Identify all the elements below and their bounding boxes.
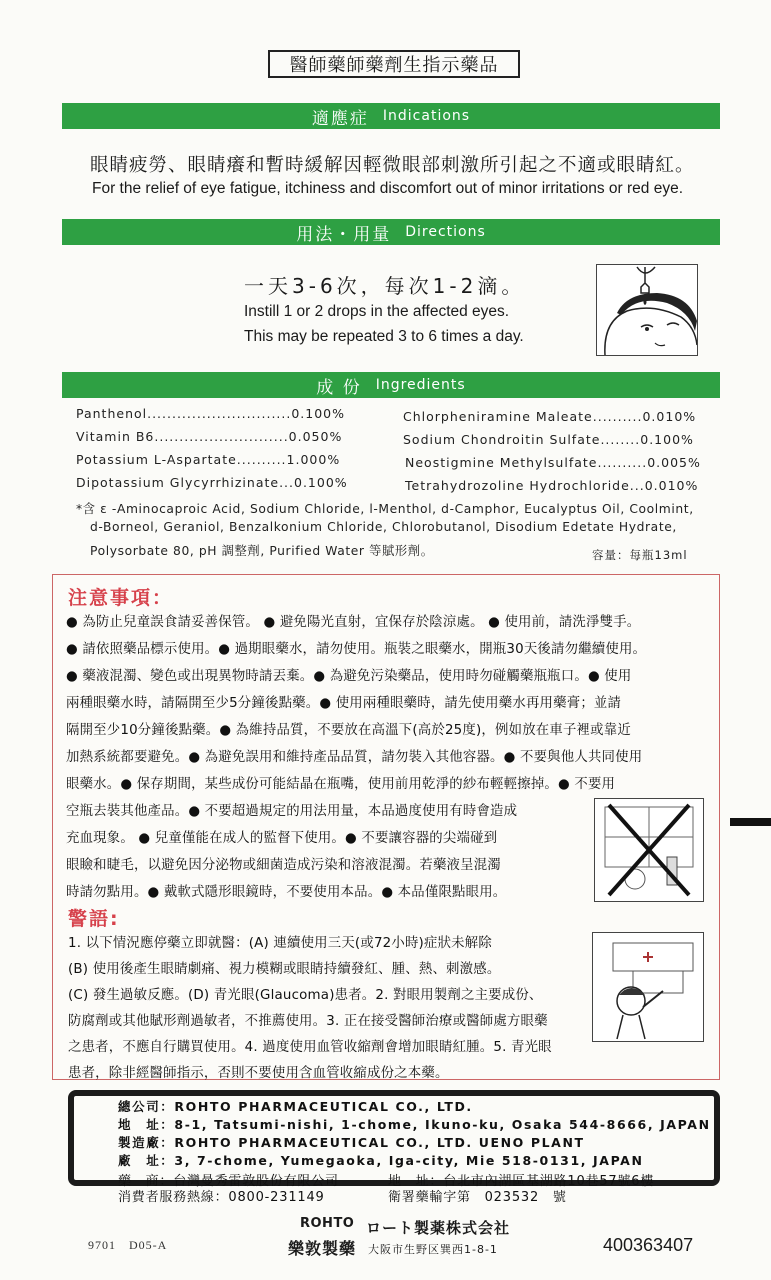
distributor-address: 地 址：台北市內湖區基湖路10巷57號6樓 [388, 1174, 655, 1189]
precaution-line-5: 隔開至少10分鐘後點藥。● 為維持品質，不要放在高溫下(高於25度)，例如放在車子裡或靠近 [66, 723, 631, 738]
print-code: 9701 D05-A [88, 1238, 168, 1252]
directions-band [62, 219, 720, 245]
ingredient-left-2: Vitamin B6...........................0.050% [76, 429, 343, 444]
capacity-label: 容量：每瓶13ml [592, 548, 688, 562]
brand-address-jp: 大阪市生野区巽西1-8-1 [368, 1243, 498, 1256]
brand-name-zh: 樂敦製藥 [288, 1239, 357, 1258]
warning-line-6: 患者，除非經醫師指示，否則不要使用含血管收縮成份之本藥。 [68, 1066, 449, 1081]
precaution-line-6: 加熱系統都要避免。● 為避免誤用和維持產品品質，請勿裝入其他容器。● 不要與他人共同使用 [66, 750, 643, 765]
license-number: 衛署藥輸字第 023532 號 [388, 1190, 567, 1205]
ingredient-left-4: Dipotassium Glycyrrhizinate...0.100% [76, 475, 348, 490]
ingredient-right-4: Tetrahydrozoline Hydrochloride...0.010% [405, 478, 699, 493]
ingredients-title-zh: 成 份 [316, 377, 362, 398]
indications-text-zh: 眼睛疲勞、眼睛癢和暫時緩解因輕微眼部刺激所引起之不適或眼睛紅。 [90, 155, 695, 176]
distributor-name: 藥 商：台灣曼秀雷敦股份有限公司 [118, 1174, 339, 1189]
precautions-title: 注意事項： [68, 587, 174, 609]
ingredients-band [62, 372, 720, 398]
indications-title-en: Indications [382, 108, 471, 124]
precaution-line-11: 時請勿點用。● 戴軟式隱形眼鏡時，不要使用本品。● 本品僅限點眼用。 [66, 885, 507, 900]
directions-text-zh: 一天3-6次，每次1-2滴。 [244, 274, 526, 298]
service-hotline: 消費者服務熱線：0800-231149 [118, 1190, 325, 1205]
indications-band [62, 103, 720, 129]
precaution-line-2: ● 請依照藥品標示使用。● 過期眼藥水，請勿使用。瓶裝之眼藥水，開瓶30天後請勿繼續使用。 [66, 642, 647, 657]
indications-text-en: For the relief of eye fatigue, itchiness and discomfort out of minor irritations or red eye. [92, 180, 683, 197]
warning-line-3: (C) 發生過敏反應。(D) 青光眼(Glaucoma)患者。2. 對眼用製劑之主要成份、 [68, 988, 543, 1003]
prescription-class-title: 醫師藥師藥劑生指示藥品 [268, 50, 520, 78]
ingredient-right-1: Chlorpheniramine Maleate..........0.010% [403, 409, 697, 424]
directions-text-en-1: Instill 1 or 2 drops in the affected eyes. [244, 303, 510, 320]
other-ingredients-2: d-Borneol, Geraniol, Benzalkonium Chloride, Chlorobutanol, Disodium Edetate Hydrate, [90, 520, 677, 534]
ingredient-right-2: Sodium Chondroitin Sulfate........0.100% [403, 432, 694, 447]
ingredient-left-1: Panthenol.............................0.100% [76, 406, 346, 421]
product-code: 400363407 [603, 1235, 694, 1255]
company-plant: 製造廠：ROHTO PHARMACEUTICAL CO., LTD. UENO PLANT [118, 1135, 585, 1150]
company-plant-address: 廠 址：3, 7-chome, Yumegaoka, Iga-city, Mie 518-0131, JAPAN [118, 1153, 644, 1168]
precaution-line-9: 充血現象。 ● 兒童僅能在成人的監督下使用。● 不要讓容器的尖端碰到 [66, 831, 498, 846]
other-ingredients-1: *含 ε -Aminocaproic Acid, Sodium Chloride, l-Menthol, d-Camphor, Eucalyptus Oil, Coolmint, [76, 502, 694, 516]
warnings-title: 警語: [68, 908, 120, 930]
no-shared-bottle-illustration [594, 798, 704, 902]
precaution-line-4: 兩種眼藥水時，請隔開至少5分鐘後點藥。● 使用兩種眼藥時，請先使用藥水再用藥膏；並請 [66, 696, 622, 711]
precaution-line-7: 眼藥水。● 保存期間，某些成份可能結晶在瓶嘴，使用前用乾淨的紗布輕輕擦掉。● 不要用 [66, 777, 616, 792]
directions-title-en: Directions [405, 224, 486, 240]
warning-line-1: 1. 以下情況應停藥立即就醫：(A) 連續使用三天(或72小時)症狀未解除 [68, 936, 492, 951]
directions-text-en-2: This may be repeated 3 to 6 times a day. [244, 328, 524, 345]
rohto-logo: ROHTO [300, 1216, 355, 1231]
eye-drop-illustration [596, 264, 698, 356]
brand-name-jp: ロート製薬株式会社 [366, 1219, 511, 1237]
company-hq: 總公司：ROHTO PHARMACEUTICAL CO., LTD. [118, 1099, 473, 1114]
child-reaching-illustration [592, 932, 704, 1042]
company-hq-address: 地 址：8-1, Tatsumi-nishi, 1-chome, Ikuno-ku, Osaka 544-8666, JAPAN [118, 1117, 711, 1132]
ingredients-title-en: Ingredients [375, 377, 466, 393]
warning-line-4: 防腐劑或其他賦形劑過敏者，不推薦使用。3. 正在接受醫師治療或醫師處方眼藥 [68, 1014, 548, 1029]
edge-mark [730, 818, 771, 826]
indications-title-zh: 適應症 [311, 108, 369, 129]
other-ingredients-3: Polysorbate 80, pH 調整劑, Purified Water 等賦形劑。 [90, 544, 434, 558]
precaution-line-3: ● 藥液混濁、變色或出現異物時請丟棄。● 為避免污染藥品，使用時勿碰觸藥瓶瓶口。● 使用 [66, 669, 632, 684]
directions-title-zh: 用法・用量 [296, 224, 392, 245]
warning-line-5: 之患者，不應自行購買使用。4. 過度使用血管收縮劑會增加眼睛紅腫。5. 青光眼 [68, 1040, 552, 1055]
ingredient-right-3: Neostigmine Methylsulfate..........0.005% [405, 455, 701, 470]
precaution-line-8: 空瓶去裝其他產品。● 不要超過規定的用法用量，本品過度使用有時會造成 [66, 804, 518, 819]
ingredient-left-3: Potassium L-Aspartate..........1.000% [76, 452, 341, 467]
precaution-line-1: ● 為防止兒童誤食請妥善保管。 ● 避免陽光直射，宜保存於陰涼處。 ● 使用前，請洗淨雙手。 [66, 615, 641, 630]
warning-line-2: (B) 使用後產生眼睛劇痛、視力模糊或眼睛持續發紅、腫、熱、刺激感。 [68, 962, 501, 977]
precaution-line-10: 眼瞼和睫毛，以避免因分泌物或細菌造成污染和溶液混濁。若藥液呈混濁 [66, 858, 501, 873]
